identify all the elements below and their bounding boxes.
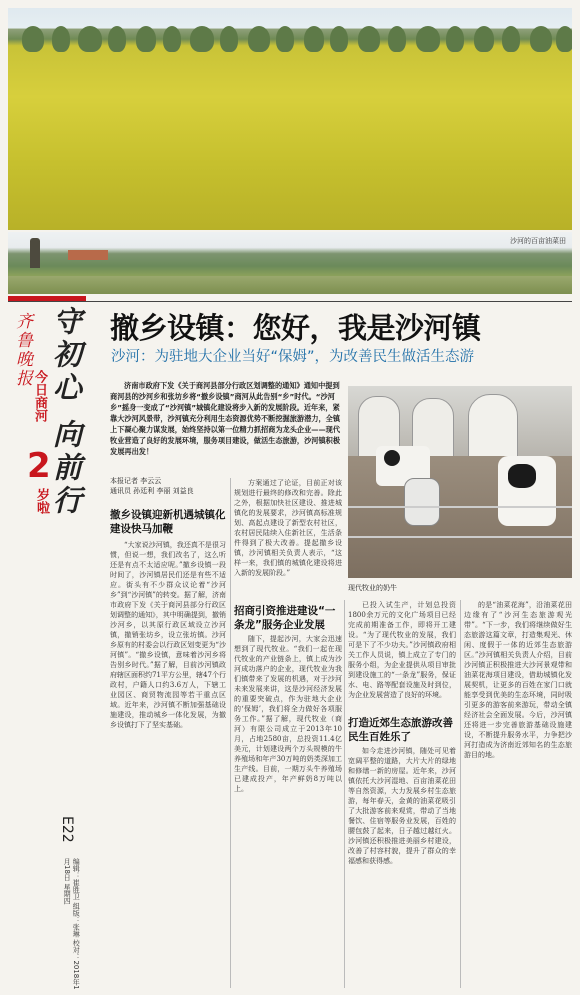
building-roof [68,250,108,260]
tree [163,26,181,52]
tree [416,26,440,52]
calf-spot [384,450,400,466]
dairy-cow-photo [348,386,572,578]
paragraph: “大家说沙河镇，我还真不是很习惯，但说一想，我们改名了，这么听还是有点不太适应呢。”撤乡设镇一段时间了，沙河镇居民们还是有些不适应。街头有不少群众议论着“沙河乡”到“沙河镇”的转变。据了解，济南市政府下发《关于商河县部分行政区划调整的通知》，其中明确提到，撤销沙河乡，以其原行政区域设立沙河镇，撤销张坊乡，设立张坊镇。沙河乡原有的村委会以行政区划变更为“沙河镇”。“撤乡设镇，意味着沙河乡将告别乡时代。”据了解，目前沙河镇政府辖区面积约71平方公里，辖47个行政村，户籍人口约3.6万人，下辖工业园区、商贸物流园等若干重点区域。近年来，沙河镇不断加强基础设施建设，推动城乡一体化发展，为撤乡设镇打下了坚实基础。 [110,541,226,729]
edition-info: 编辑：崔胜卫 组版：张琳 校对：2018年1月18日 星期四 [63,858,81,990]
intro-paragraph: 济南市政府下发《关于商河县部分行政区划调整的通知》通知中提到商河县的沙河乡和张坊乡将“撤乡设镇”商河从此告别“乡”时代。“沙河乡”摇身一变成了“沙河镇”城镇化建设将步入新的发展阶段。近年来，紧靠大沙河风景带，沙河镇充分利用生态资源优势不断挖掘旅游潜力，全镇上下凝心聚力谋发展，始终坚持以第一位精力抓招商为龙头企业——现代牧业营造了良好的发展环境，服务项目建设，做活生态旅游，沙河镇积极发展再出发！ [110,381,341,456]
column-2-text [234,478,342,598]
section-title-2: 招商引资推进建设“一条龙”服务企业发展 [234,605,336,631]
column-2b-text [234,634,342,988]
column-1-text [110,540,226,988]
tree [248,26,270,52]
tree [358,26,380,52]
section-title-1: 撤乡设镇迎新机遇城镇化建设快马加鞭 [110,509,226,535]
subheadline: 沙河：为驻地大企业当好“保姆”，为改善民生做活生态游 [111,349,475,365]
feed-bucket [404,478,440,526]
correspondents: 通讯员 孙廷利 李丽 刘益良 [110,487,194,495]
calf-spot [508,464,536,488]
river-landscape-photo [8,232,572,294]
fence-rail [348,536,572,538]
cow-photo-caption: 现代牧业的奶牛 [348,584,397,592]
tree [276,26,294,52]
tree [556,26,572,52]
headline: 撤乡设镇：您好，我是沙河镇 [110,311,481,345]
paragraph: 方案通过了论证，目前正对该规划进行最终的修改和完善。除此之外，根据加快社区建设、推进城镇化的发展要求，沙河镇高标准规划、高起点建设了新型农村社区，农村居民陆续入住新社区，生活条件得到了极大改善。提起撤乡设镇，沙河镇相关负责人表示，“这样一来，我们镇的城镇化建设将进入新的发展阶段。” [234,479,342,577]
tree [530,26,552,52]
tree [220,26,238,52]
statue [30,238,40,268]
tree [136,26,156,52]
newspaper-name: 齐鲁晚报 [12,312,32,388]
tree [474,26,494,52]
paragraph: 随下，提起沙河，大家会迅速想到了现代牧业。“我们一起在现代牧业的产业链条上，镇上成为沙河成功落户的企业，现代牧业为我们镇带来了发展的机遇，对于沙河未来发展来讲，这是沙河经济发展的重要突破点，作为驻地大企业的‘保姆’，我们将全力做好各项服务工作。”据了解，现代牧业（商河）有限公司成立于2013年10月，占地2580亩，总投资11.4亿美元，计划建设两个万头规模的牛养殖场和年产30万吨的奶类深加工生产线。目前，一期万头牛养殖场已建成投产，年产鲜奶8万吨以上。 [234,635,342,793]
byline [110,476,240,496]
tree [108,26,126,52]
today-label: 今日商河 [32,370,47,422]
tree [330,26,348,52]
tree [388,26,406,52]
column-divider [460,600,461,988]
column-4-text [464,600,572,988]
slogan: 守初心 向前行 [48,306,83,519]
column-3b-text [348,746,456,988]
rapeseed-field-photo [8,8,572,230]
calf-hutch [468,394,518,460]
column-divider [344,600,345,988]
tree [78,26,102,52]
tree [190,26,214,52]
paragraph: 已投入试生产，计划总投资1800余万元的文化广场项目已经完成前期准备工作，即将开工建设。“为了现代牧业的发展，我们可是下了不少功夫。”沙河镇政府相关工作人员说，镇上成立了专门的服务小组，为企业提供从项目审批到建设施工的“一条龙”服务，保证水、电、路等配套设施及时到位，为企业发展营造了良好的环境。 [348,601,456,699]
section-title-3: 打造近郊生态旅游改善民生百姓乐了 [348,717,453,743]
tree [52,26,70,52]
column-3-text [348,600,456,710]
reporter: 本报记者 李云云 [110,477,162,485]
paragraph: 的是“油菜花海”，沿油菜花田边缘有了“沙河生态旅游观光带”。“下一步，我们将继续做好生态旅游这篇文章，打造集观光、休闲、度假于一体的近郊生态旅游区。”沙河镇相关负责人介绍，目前沙河镇正积极推进大沙河景观带和油菜花海项目建设，借助城镇化发展契机，让更多的百姓在家门口就能享受到优美的生态环境，同时吸引更多的游客前来游玩，带动全镇经济社会全面发展。今后，沙河镇还将进一步完善旅游基础设施建设，不断提升服务水平，力争把沙河打造成为济南近郊知名的生态旅游目的地。 [464,601,572,759]
fence-rail [348,506,572,508]
photo-top-caption: 沙河的百亩油菜田 [510,237,566,245]
tree [304,26,324,52]
tree [446,26,464,52]
tree [502,26,520,52]
paragraph: 如今走进沙河镇，随处可见着宽阔平整的道路，大片大片的绿地和修缮一新的房屋。近年来，沙河镇依托大沙河湿地、百亩油菜花田等自然资源，大力发展乡村生态旅游，每年春天，金黄的油菜花吸引了大批游客前来观赏，带动了当地餐饮、住宿等服务业发展，百姓的腰包鼓了起来，日子越过越红火。沙河镇还积极推进美丽乡村建设，改善了村容村貌，提升了群众的幸福感和获得感。 [348,747,456,865]
age-unit: 岁啦 [34,488,49,514]
divider-line [8,301,572,302]
reeds [8,276,572,294]
age-number: 2 [27,446,51,486]
tree [22,26,44,52]
column-divider [230,478,231,988]
page-number: E22 [59,816,75,843]
